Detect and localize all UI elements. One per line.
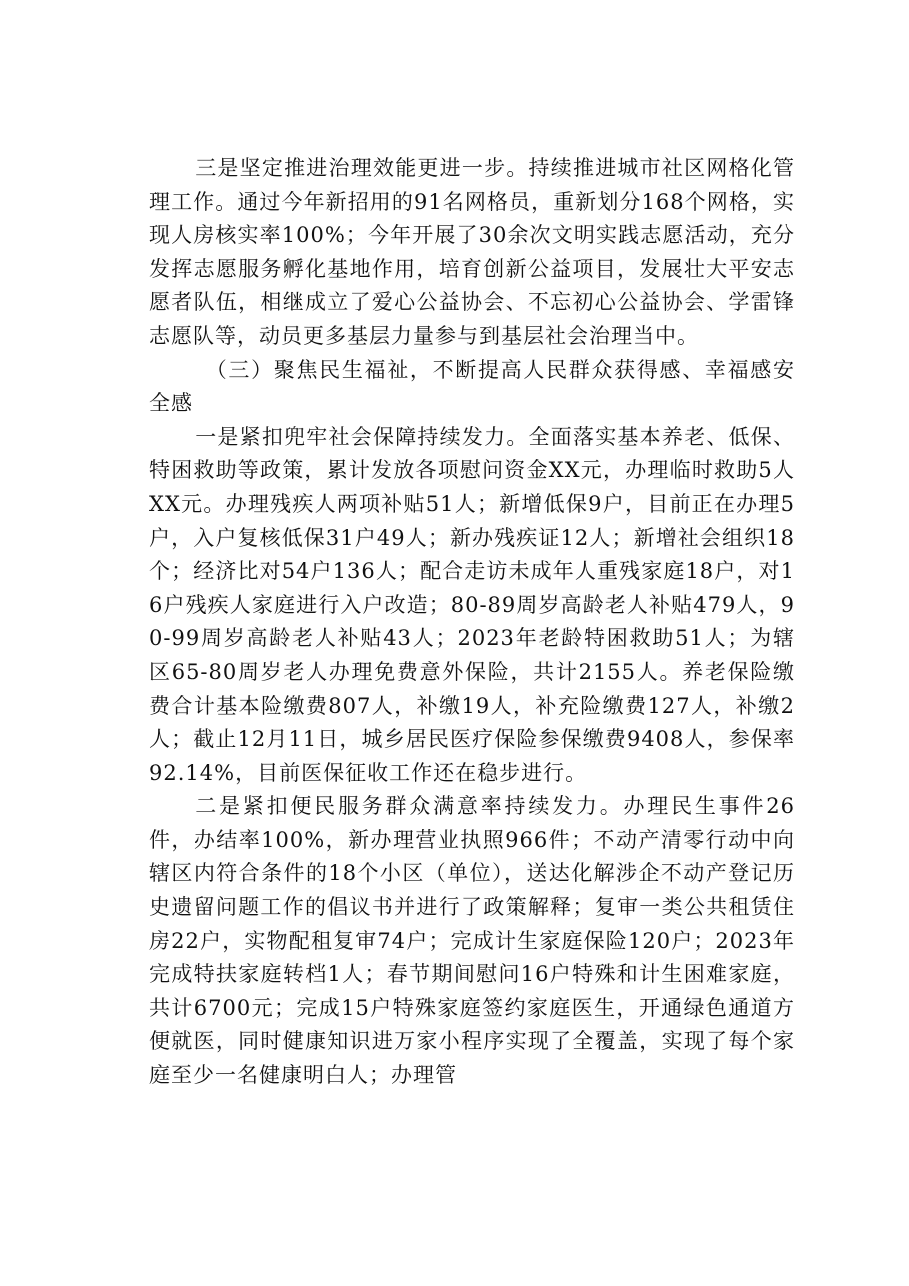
- document-page: [149, 152, 795, 1093]
- paragraph-social-security: 一是紧扣兜牢社会保障持续发力。全面落实基本养老、低保、特困救助等政策，累计发放各项慰问资金XX元，办理临时救助5人XX元。办理残疾人两项补贴51人；新增低保9户，目前正在办理5户，入户复核低保31户49人；新办残疾证12人；新增社会组织18个；经济比对54户136人；配合走访未成年人重残家庭18户，对16户残疾人家庭进行入户改造；80-89周岁高龄老人补贴479人，90-99周岁高龄老人补贴43人；2023年老龄特困救助51人；为辖区65-80周岁老人办理免费意外保险，共计2155人。养老保险缴费合计基本险缴费807人，补缴19人，补充险缴费127人，补缴2人；截止12月11日，城乡居民医疗保险参保缴费9408人，参保率92.14%，目前医保征收工作还在稳步进行。: [149, 424, 795, 785]
- paragraph-convenience-service: 二是紧扣便民服务群众满意率持续发力。办理民生事件26件，办结率100%，新办理营业执照966件；不动产清零行动中向辖区内符合条件的18个小区（单位），送达化解涉企不动产登记历史遗留问题工作的倡议书并进行了政策解释；复审一类公共租赁住房22户，实物配租复审74户；完成计生家庭保险120户；2023年完成特扶家庭转档1人；春节期间慰问16户特殊和计生困难家庭，共计6700元；完成15户特殊家庭签约家庭医生，开通绿色通道方便就医，同时健康知识进万家小程序实现了全覆盖，实现了每个家庭至少一名健康明白人；办理管: [149, 794, 795, 1088]
- paragraph-governance: 三是坚定推进治理效能更进一步。持续推进城市社区网格化管理工作。通过今年新招用的91名网格员，重新划分168个网格，实现人房核实率100%；今年开展了30余次文明实践志愿活动，充分发挥志愿服务孵化基地作用，培育创新公益项目，发展壮大平安志愿者队伍，相继成立了爱心公益协会、不忘初心公益协会、学雷锋志愿队等，动员更多基层力量参与到基层社会治理当中。: [149, 156, 795, 348]
- section-heading-livelihood: （三）聚焦民生福祉，不断提高人民群众获得感、幸福感安全感: [149, 357, 795, 416]
